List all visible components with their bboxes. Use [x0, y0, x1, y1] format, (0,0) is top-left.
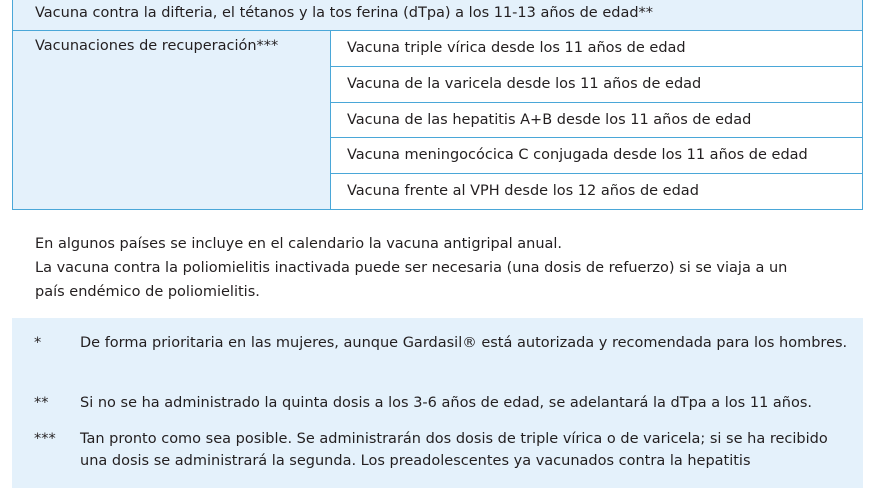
- note-polio-cont: país endémico de poliomielitis.: [35, 284, 260, 300]
- footnote: [34, 428, 854, 472]
- footnote: [34, 332, 854, 354]
- catchup-item: Vacuna meningocócica C conjugada desde los 11 años de edad: [331, 138, 862, 174]
- note-polio: La vacuna contra la poliomielitis inactivada puede ser necesaria (una dosis de refuerzo) si se viaja a un: [35, 260, 788, 276]
- catchup-item: Vacuna de la varicela desde los 11 años de edad: [331, 67, 862, 103]
- catchup-item: Vacuna triple vírica desde los 11 años de edad: [331, 31, 862, 67]
- footnote-text: Tan pronto como sea posible. Se administrarán dos dosis de triple vírica o de varicela; si se ha recibido una dosis se administrará la segunda. Los preadolescentes ya vacunados contra la hepatitis: [80, 431, 828, 469]
- notes-paragraph: [35, 232, 845, 304]
- note-flu: En algunos países se incluye en el calendario la vacuna antigripal anual.: [35, 236, 563, 252]
- catchup-label: Vacunaciones de recuperación***: [35, 38, 279, 54]
- footnote-mark: **: [34, 395, 49, 411]
- catchup-item: Vacuna de las hepatitis A+B desde los 11 años de edad: [331, 103, 862, 139]
- footnote: [34, 392, 854, 414]
- footnote-text: Si no se ha administrado la quinta dosis a los 3-6 años de edad, se adelantará la dTpa a los 11 años.: [80, 395, 813, 411]
- footnote-mark: *: [34, 335, 42, 351]
- catchup-list: [330, 31, 862, 209]
- footnote-text: De forma prioritaria en las mujeres, aunque Gardasil® está autorizada y recomendada para los hombres.: [80, 335, 848, 351]
- vaccination-table: [12, 0, 863, 210]
- dtpa-row: Vacuna contra la difteria, el tétanos y la tos ferina (dTpa) a los 11-13 años de edad**: [13, 0, 862, 31]
- catchup-item: Vacuna frente al VPH desde los 12 años de edad: [347, 183, 699, 200]
- footnotes-box: [12, 318, 863, 488]
- footnote-mark: ***: [34, 431, 56, 447]
